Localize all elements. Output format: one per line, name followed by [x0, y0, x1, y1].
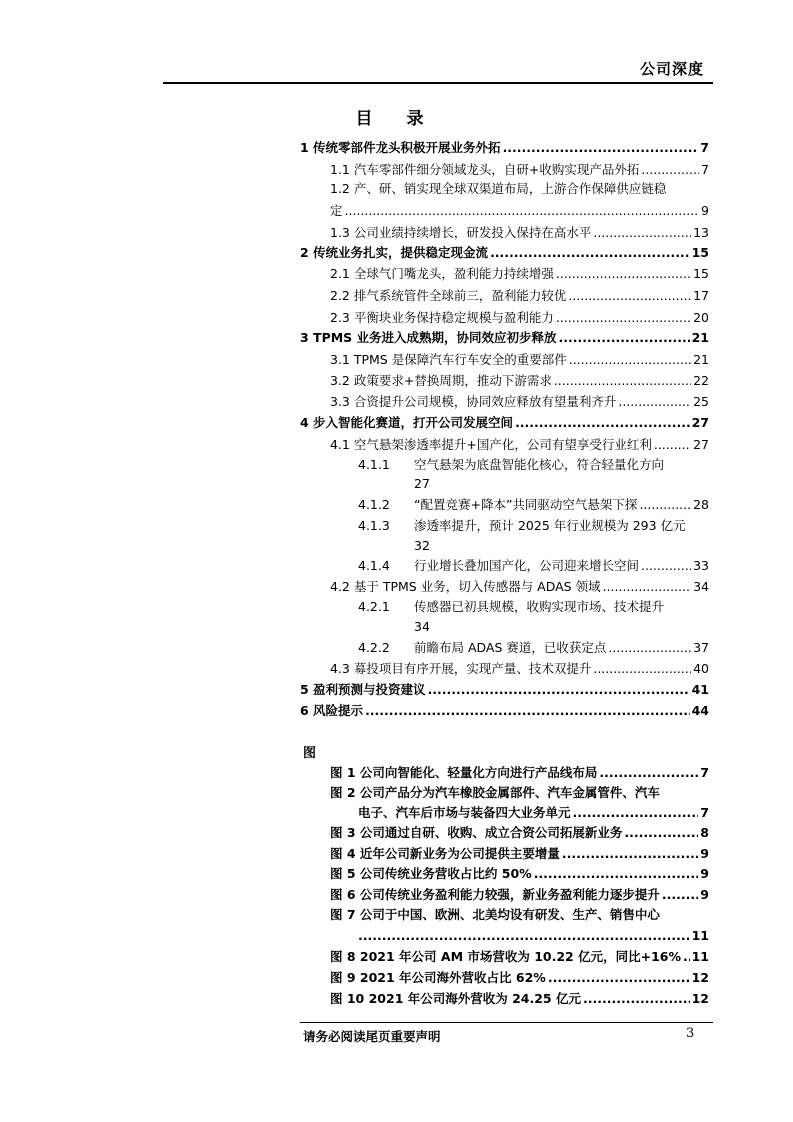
- figures-heading: 图: [303, 746, 317, 761]
- toc-entry-page: 15: [691, 245, 709, 260]
- toc-entry-page: 44: [691, 703, 709, 718]
- toc-entry-4-2-2[interactable]: [414, 641, 709, 655]
- toc-entry-title: 1.3 公司业绩持续增长，研发投入保持在高水平: [330, 225, 592, 240]
- toc-entry-number: 4.2.2: [358, 640, 390, 655]
- page-number: 3: [686, 1026, 695, 1041]
- figure-entry-title: 电子、汽车后市场与装备四大业务单元: [358, 805, 571, 820]
- toc-entry-title: 2.3 平衡块业务保持稳定规模与盈利能力: [330, 310, 554, 325]
- toc-entry-4[interactable]: [300, 416, 709, 430]
- toc-entry-title: 4.2 基于 TPMS 业务，切入传感器与 ADAS 领域: [330, 579, 601, 594]
- figure-entry-page: 9: [700, 887, 709, 902]
- toc-entry-page: 25: [693, 394, 709, 409]
- figure-entry-page: 7: [700, 805, 709, 820]
- toc-entry-title: 3.3 合资提升公司规模，协同效应释放有望量利齐升: [330, 394, 617, 409]
- figure-entry-page: 11: [691, 928, 709, 943]
- toc-entry-page: 7: [701, 162, 709, 177]
- footer-disclaimer: 请务必阅读尾页重要声明: [303, 1029, 441, 1044]
- toc-entry-3-3[interactable]: [330, 395, 709, 409]
- toc-entry-page: 37: [693, 640, 709, 655]
- figure-entry-page: 12: [691, 991, 709, 1006]
- toc-entry-number: 4.1.4: [358, 558, 390, 573]
- toc-entry-page: 7: [700, 140, 709, 155]
- figure-entry-title: 图 10 2021 年公司海外营收为 24.25 亿元: [330, 991, 581, 1006]
- toc-entry-2-1[interactable]: [330, 267, 709, 281]
- figure-entry-page: 9: [700, 846, 709, 861]
- toc-entry-1-2[interactable]: [330, 204, 709, 218]
- toc-entry-title: 6 风险提示: [300, 703, 364, 718]
- toc-entry-4-3[interactable]: [330, 662, 709, 676]
- toc-entry-4-1-1[interactable]: 空气悬架为底盘智能化核心，符合轻量化方向: [414, 458, 665, 472]
- figure-entry-title: 图 6 公司传统业务盈利能力较强，新业务盈利能力逐步提升: [330, 887, 660, 902]
- toc-entry-1[interactable]: [300, 141, 709, 155]
- toc-entry-page: 13: [693, 225, 709, 240]
- toc-entry-3[interactable]: [300, 331, 709, 345]
- toc-entry-number: 4.1.1: [358, 457, 390, 472]
- toc-entry-page: 34: [693, 579, 709, 594]
- toc-entry-4-1-2[interactable]: [414, 498, 709, 512]
- toc-entry-title: 5 盈利预测与投资建议: [300, 682, 426, 697]
- figure-entry-page: 9: [700, 866, 709, 881]
- toc-entry-page: 28: [693, 497, 709, 512]
- toc-entry-title: 3.1 TPMS 是保障汽车行车安全的重要部件: [330, 352, 567, 367]
- toc-entry-title: 4.3 募投项目有序开展，实现产量、技术双提升: [330, 661, 592, 676]
- toc-entry-page: 40: [693, 661, 709, 676]
- figure-entry-7-line1[interactable]: 图 7 公司于中国、欧洲、北美均设有研发、生产、销售中心: [330, 908, 660, 922]
- header-label: 公司深度: [640, 60, 705, 78]
- toc-entry-title: “配置竞赛+降本”共同驱动空气悬架下探: [414, 497, 638, 512]
- toc-entry-2-2[interactable]: [330, 289, 709, 303]
- toc-entry-page: 9: [701, 203, 709, 218]
- figure-entry-5[interactable]: [330, 867, 709, 881]
- toc-entry-4-1-4[interactable]: [414, 559, 709, 573]
- toc-entry-title: 2.1 全球气门嘴龙头，盈利能力持续增强: [330, 266, 554, 281]
- toc-entry-page: 20: [693, 310, 709, 325]
- toc-entry-page: 21: [691, 330, 709, 345]
- figure-entry-3[interactable]: [330, 826, 709, 840]
- figure-entry-8[interactable]: [330, 950, 709, 964]
- toc-entry-title: 2.2 排气系统管件全球前三，盈利能力较优: [330, 288, 567, 303]
- toc-entry-title: 定: [330, 203, 343, 218]
- figure-entry-title: 图 8 2021 年公司 AM 市场营收为 10.22 亿元，同比+16%: [330, 949, 681, 964]
- toc-entry-page: 32: [414, 538, 430, 553]
- toc-entry-title: 4 步入智能化赛道，打开公司发展空间: [300, 415, 514, 430]
- toc-entry-2[interactable]: [300, 246, 709, 260]
- figure-entry-page: 8: [700, 825, 709, 840]
- toc-entry-number: 4.1.2: [358, 497, 390, 512]
- figure-entry-7[interactable]: [358, 929, 709, 943]
- figure-entry-title: 图 1 公司向智能化、轻量化方向进行产品线布局: [330, 765, 598, 780]
- footer-rule: [300, 1022, 713, 1023]
- toc-entry-page: 17: [693, 288, 709, 303]
- toc-entry-title: 3 TPMS 业务进入成熟期，协同效应初步释放: [300, 330, 557, 345]
- toc-entry-page: 34: [414, 619, 430, 634]
- toc-entry-title: 前瞻布局 ADAS 赛道，已收获定点: [414, 640, 607, 655]
- figure-entry-4[interactable]: [330, 847, 709, 861]
- toc-entry-6[interactable]: [300, 704, 709, 718]
- toc-entry-page: 33: [693, 558, 709, 573]
- toc-entry-number: 4.1.3: [358, 518, 390, 533]
- figure-entry-2[interactable]: [358, 806, 709, 820]
- toc-entry-page: 27: [693, 437, 709, 452]
- toc-entry-page: 27: [691, 415, 709, 430]
- toc-entry-number: 4.2.1: [358, 599, 390, 614]
- toc-entry-2-3[interactable]: [330, 311, 709, 325]
- figure-entry-title: 图 4 近年公司新业务为公司提供主要增量: [330, 846, 560, 861]
- toc-entry-page: 27: [414, 476, 430, 491]
- toc-entry-4-1-3[interactable]: 渗透率提升，预计 2025 年行业规模为 293 亿元: [414, 519, 686, 533]
- toc-entry-page: 22: [693, 373, 709, 388]
- toc-entry-3-2[interactable]: [330, 374, 709, 388]
- figure-entry-9[interactable]: [330, 971, 709, 985]
- toc-entry-page: 15: [693, 266, 709, 281]
- figure-entry-10[interactable]: [330, 992, 709, 1006]
- toc-entry-3-1[interactable]: [330, 353, 709, 367]
- figure-entry-1[interactable]: [330, 766, 709, 780]
- figure-entry-6[interactable]: [330, 888, 709, 902]
- toc-entry-5[interactable]: [300, 683, 709, 697]
- toc-entry-1-2-line1[interactable]: 1.2 产、研、销实现全球双渠道布局，上游合作保障供应链稳: [330, 182, 667, 196]
- toc-entry-4-1[interactable]: [330, 438, 709, 452]
- toc-entry-title: 2 传统业务扎实，提供稳定现金流: [300, 245, 489, 260]
- toc-entry-1-1[interactable]: [330, 163, 709, 177]
- figure-entry-page: 7: [700, 765, 709, 780]
- toc-entry-title: 4.1 空气悬架渗透率提升+国产化，公司有望享受行业红利: [330, 437, 652, 452]
- figure-entry-title: 图 9 2021 年公司海外营收占比 62%: [330, 970, 546, 985]
- toc-entry-title: 行业增长叠加国产化，公司迎来增长空间: [414, 558, 640, 573]
- figure-entry-title: 图 3 公司通过自研、收购、成立合资公司拓展新业务: [330, 825, 623, 840]
- figure-entry-page: 11: [691, 949, 709, 964]
- toc-entry-title: 1.1 汽车零部件细分领域龙头，自研+收购实现产品外拓: [330, 162, 640, 177]
- toc-entry-page: 41: [691, 682, 709, 697]
- toc-title: 目 录: [355, 109, 438, 129]
- figure-entry-title: 图 5 公司传统业务营收占比约 50%: [330, 866, 532, 881]
- toc-entry-page: 21: [693, 352, 709, 367]
- toc-entry-4-2-1[interactable]: 传感器已初具规模，收购实现市场、技术提升: [414, 600, 665, 614]
- toc-entry-4-2[interactable]: [330, 580, 709, 594]
- toc-entry-title: 1 传统零部件龙头积极开展业务外拓: [300, 140, 501, 155]
- toc-entry-1-3[interactable]: [330, 226, 709, 240]
- figure-entry-page: 12: [691, 970, 709, 985]
- figure-entry-2-line1[interactable]: 图 2 公司产品分为汽车橡胶金属部件、汽车金属管件、汽车: [330, 786, 660, 800]
- toc-entry-title: 3.2 政策要求+替换周期，推动下游需求: [330, 373, 552, 388]
